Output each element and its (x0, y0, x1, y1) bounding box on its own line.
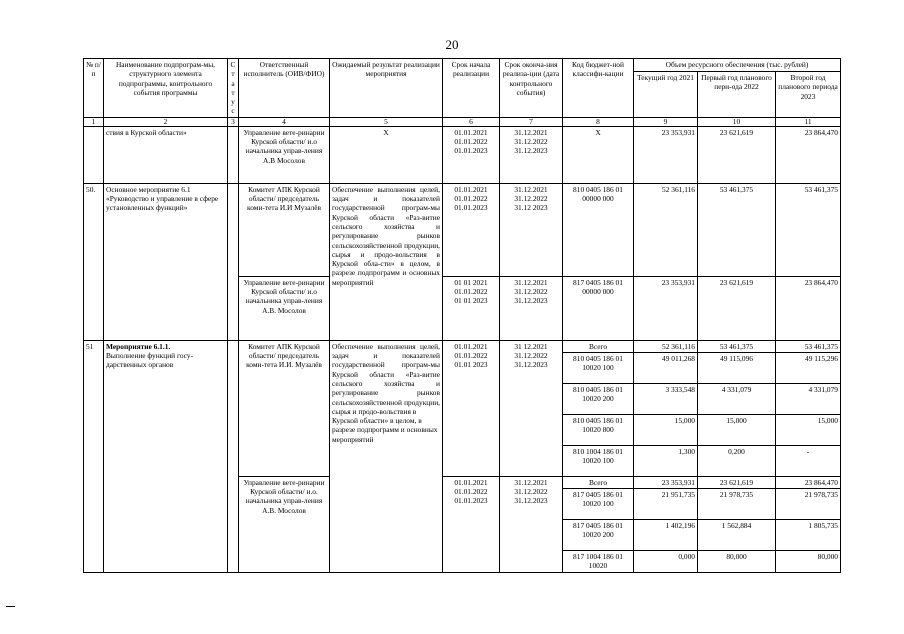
row-executor: Комитет АПК Курской области/ председатель коми-тета И.И Музалёв (239, 183, 330, 276)
value-cell: 0,200 (698, 445, 775, 475)
row-value-2021 (634, 340, 698, 476)
start-date: 01.01.2021 (454, 477, 488, 487)
status-letter: с (231, 106, 235, 116)
row-status (228, 183, 239, 340)
header-end: Срок оконча-ния реализа-ции (дата контрольного события) (500, 59, 563, 118)
row-start (443, 126, 500, 183)
row-executor: Комитет АПК Курской области/ председатель коми-тета И.И. Музалёв (239, 340, 330, 476)
budget-code: Всего (588, 477, 608, 487)
result-text: Курской области» в целом, в разрезе подпрограмм и основных мероприятий (332, 416, 438, 444)
value-cell: 4 331,079 (776, 383, 840, 413)
column-number: 10 (698, 117, 776, 126)
value-cell: 21 978,735 (776, 488, 840, 518)
value-cell: 52 361,116 (662, 341, 695, 351)
row-status (228, 126, 239, 183)
header-num: № п/п (84, 59, 104, 118)
end-date: 31.12.2022 (514, 194, 548, 204)
value-cell: 1 402,196 (634, 519, 697, 549)
end-date: 31.12 2023 (514, 203, 548, 213)
header-start: Срок начала реализации (443, 59, 500, 118)
budget-code: 817 1004 186 01 10020 (563, 550, 633, 571)
row-result: Х (330, 126, 443, 183)
start-date: 01.01.2022 (454, 351, 488, 361)
value-cell: 15,000 (776, 414, 840, 444)
column-number: 11 (776, 117, 841, 126)
row-start (443, 476, 500, 572)
column-number: 1 (84, 117, 104, 126)
value-cell: 21 978,735 (698, 488, 775, 518)
budget-code: 817 0405 186 01 10020 200 (563, 519, 633, 549)
start-date: 01.01.2023 (454, 203, 488, 213)
row-end (500, 276, 563, 340)
row-value-2023: 23 864,470 (776, 126, 841, 183)
value-cell: 49 011,268 (634, 352, 697, 382)
row-value-2021: 52 361,116 (634, 183, 698, 276)
column-number: 7 (500, 117, 563, 126)
value-cell: 1 805,735 (776, 519, 840, 549)
end-date: 31.12.2022 (514, 287, 548, 297)
row-value-2021: 23 353,931 (634, 126, 698, 183)
row-value-2022 (698, 340, 776, 476)
start-date: 01.01.2021 (454, 184, 488, 194)
end-date: 31.12.2023 (514, 296, 548, 306)
page-number: 20 (445, 37, 459, 52)
budget-code: 810 1004 186 01 10020 100 (563, 445, 633, 475)
start-date: 01.01.2022 (454, 287, 488, 297)
start-date: 01.01.2022 (454, 137, 488, 147)
header-code: Код бюджет-ной классифи-кации (563, 59, 634, 118)
row-result: Обеспечение выполнения целей, задач и показателей государственной програм-мы Курской области «Раз-витие сельского хозяйства и регулирование рынков сельскохозяйственной продукции, сырья и продо-вольствия в Курской обла-сти» в целом, в разрезе подпрограмм и основных мероприятий (330, 183, 443, 340)
end-date: 31.12.2021 (514, 477, 548, 487)
row-value-2023: 23 864,470 (776, 276, 841, 340)
value-cell: 4 331,079 (698, 383, 775, 413)
budget-code: Всего (588, 341, 608, 351)
row-value-2023 (776, 476, 841, 572)
header-year-first: Первый год планового пери-ода 2022 (698, 72, 776, 118)
budget-code: 810 0405 186 01 10020 100 (563, 352, 633, 382)
resource-table (83, 58, 841, 573)
header-result: Ожидаемый результат реализации мероприятия (330, 59, 443, 118)
page-edge-mark (6, 606, 15, 607)
start-date: 01.01.2022 (454, 487, 488, 497)
row-start (443, 276, 500, 340)
start-date: 01.01.2022 (454, 194, 488, 204)
row-executor: Управление вете-ринарии Курской области/ и.о начальника управ-ления А.В Мосолов (239, 126, 330, 183)
row-end (500, 126, 563, 183)
start-date: 01 01 2023 (454, 296, 488, 306)
row-executor: Управление вете-ринарии Курской области/ и.о. начальника управ-ления А.В. Мосолов (239, 476, 330, 572)
result-text: Обеспечение выполнения целей, задач и показателей государственной програм-мы Курской области «Раз-витие сельского хозяйства и регулирование рынков сельскохозяйственной продукции, сырья и продо-вольствия в (332, 341, 440, 416)
row-value-2022 (698, 476, 776, 572)
status-letter: С (230, 60, 236, 69)
row-value-2023: 53 461,375 (776, 183, 841, 276)
header-executor: Ответственный исполнитель (ОИВ/ФИО) (239, 59, 330, 118)
end-date: 31.12.2023 (514, 496, 548, 506)
budget-code: 817 0405 186 01 10020 100 (563, 488, 633, 518)
value-cell: 49 115,296 (776, 352, 840, 382)
row-start (443, 340, 500, 476)
row-end (500, 476, 563, 572)
row-code: Х (563, 126, 634, 183)
start-date: 01.01 2023 (454, 360, 488, 370)
value-cell: 53 461,375 (804, 341, 838, 351)
column-number: 6 (443, 117, 500, 126)
value-cell: 1,300 (634, 445, 697, 475)
row-executor: Управление вете-ринарии Курской области/ и.о начальника управ-ления А.В. Мосолов (239, 276, 330, 340)
column-number: 4 (239, 117, 330, 126)
column-number: 3 (228, 117, 239, 126)
header-name: Наименование подпрограм-мы, структурного элемента подпрограммы, контрольного события программы (104, 59, 228, 118)
row-name: Основное мероприятие 6.1 «Руководство и управление в сфере установленных функций» (104, 183, 228, 340)
row-code: 817 0405 186 01 00000 000 (563, 276, 634, 340)
row-start (443, 183, 500, 276)
row-end (500, 340, 563, 476)
header-year-current: Текущий год 2021 (634, 72, 698, 118)
value-cell: 1 562,884 (698, 519, 775, 549)
row-code: 810 0405 186 01 00000 000 (563, 183, 634, 276)
end-date: 31.12.2022 (514, 351, 548, 361)
value-cell: 0,000 (634, 550, 697, 571)
value-cell: 15,000 (698, 414, 775, 444)
row-num: 50. (84, 183, 104, 340)
value-cell: 23 353,931 (661, 477, 695, 487)
column-number: 9 (634, 117, 698, 126)
end-date: 31 12.2021 (514, 341, 548, 351)
row-name: Выполнение функций госу-дарственных органов (106, 351, 194, 370)
value-cell: 21 951,735 (634, 488, 697, 518)
row-value-2021: 23 353,931 (634, 276, 698, 340)
row-value-2023 (776, 340, 841, 476)
column-number: 8 (563, 117, 634, 126)
header-year-second: Второй год планового периода 2023 (776, 72, 841, 118)
status-letter: т (231, 87, 235, 97)
column-number: 5 (330, 117, 443, 126)
start-date: 01 01 2021 (454, 277, 488, 287)
table-row (84, 183, 841, 276)
value-cell: 23 864,470 (804, 477, 838, 487)
value-cell: 49 115,096 (698, 352, 775, 382)
end-date: 31.12.2022 (514, 137, 548, 147)
table-row (84, 126, 841, 183)
status-letter: у (231, 97, 235, 107)
value-cell: 15,000 (634, 414, 697, 444)
row-value-2021 (634, 476, 698, 572)
value-cell: 23 621,619 (719, 477, 754, 487)
end-date: 31.12.2021 (514, 277, 548, 287)
end-date: 31.12.2021 (514, 184, 548, 194)
end-date: 31.12.2021 (514, 127, 548, 137)
start-date: 01.01.2023 (454, 146, 488, 156)
row-code (563, 476, 634, 572)
status-letter: а (231, 78, 235, 88)
end-date: 31.12.2023 (514, 360, 548, 370)
column-numbers-row (84, 117, 841, 126)
table-row (84, 340, 841, 476)
budget-code: 810 0405 186 01 10020 800 (563, 414, 633, 444)
row-value-2022: 23 621,619 (698, 276, 776, 340)
status-letter: т (231, 69, 235, 79)
column-number: 2 (104, 117, 228, 126)
start-date: 01.01.2021 (454, 341, 488, 351)
row-name-cell (104, 340, 228, 572)
value-cell: 53 461,375 (719, 341, 754, 351)
budget-code: 810 0405 186 01 10020 200 (563, 383, 633, 413)
row-status (228, 340, 239, 572)
value-cell: 3 333,548 (634, 383, 697, 413)
row-value-2022: 53 461,375 (698, 183, 776, 276)
row-num (84, 126, 104, 183)
start-date: 01.01.2021 (454, 127, 488, 137)
row-code (563, 340, 634, 476)
row-end (500, 183, 563, 276)
row-name: ствия в Курской области» (104, 126, 228, 183)
row-title: Мероприятие 6.1.1. (106, 341, 171, 351)
header-volume: Объем ресурсного обеспечения (тыс. рублей) (634, 59, 841, 72)
end-date: 31.12.2022 (514, 487, 548, 497)
value-cell: 80,000 (776, 550, 840, 571)
row-value-2022: 23 621,619 (698, 126, 776, 183)
value-cell: 80,000 (698, 550, 775, 571)
start-date: 01.01.2023 (454, 496, 488, 506)
end-date: 31.12.2023 (514, 146, 548, 156)
header-status (228, 59, 239, 118)
row-result (330, 340, 443, 572)
value-cell: - (776, 445, 840, 475)
row-num: 51 (84, 340, 104, 572)
